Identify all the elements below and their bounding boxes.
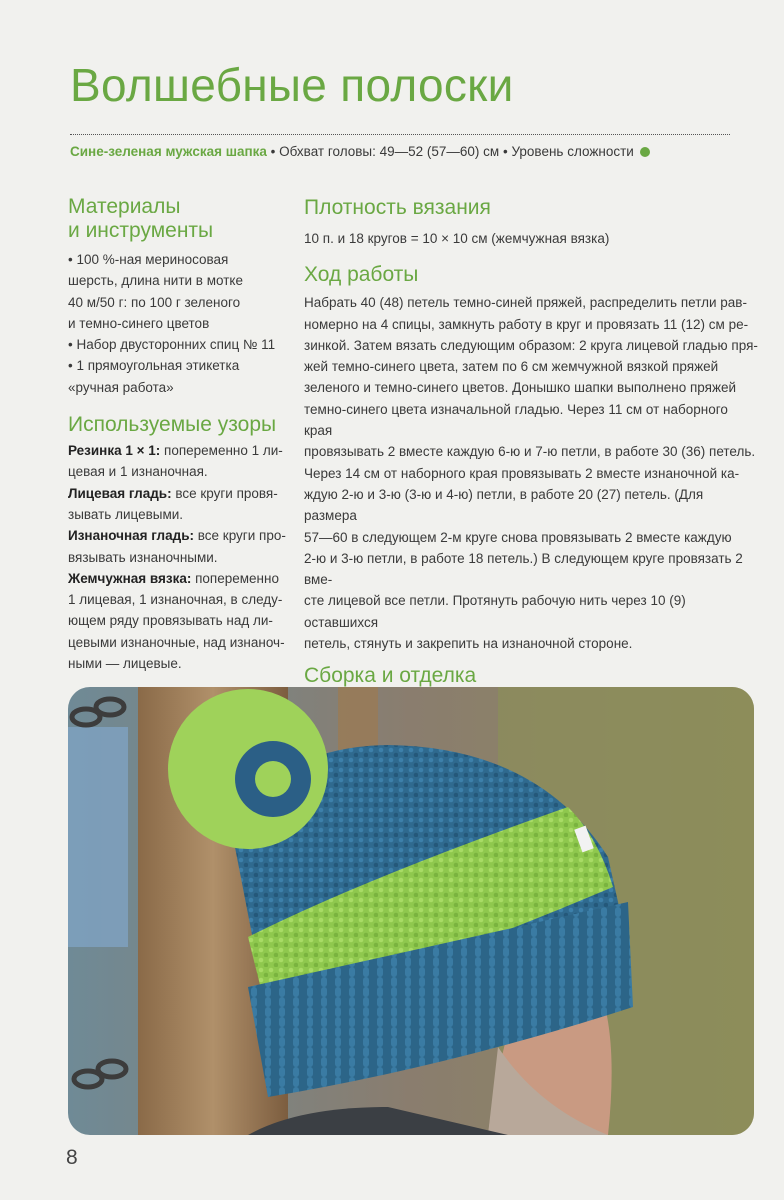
pattern-item — [68, 525, 290, 568]
assembly-heading: Сборка и отделка — [304, 664, 477, 688]
pattern-item — [68, 483, 290, 526]
text-line: зеленого и темно-синего цветов. Донышко шапки выполнено пряжей — [304, 380, 737, 396]
pattern-term: Лицевая гладь: — [68, 485, 172, 501]
pattern-text: ными — лицевые. — [68, 656, 182, 672]
text-line: жей темно-синего цвета, затем по 6 см жемчужной вязкой пряжей — [304, 359, 719, 375]
list-item: и темно-синего цветов — [68, 315, 210, 331]
list-item: шерсть, длина нити в мотке — [68, 273, 243, 289]
patterns-heading: Используемые узоры — [68, 413, 277, 437]
page-number: 8 — [66, 1146, 78, 1169]
difficulty-label: • Уровень сложности — [502, 144, 634, 159]
density-text: 10 п. и 18 кругов = 10 × 10 см (жемчужная вязка) — [304, 231, 610, 246]
process-text — [304, 292, 759, 654]
pattern-text: все круги провя- — [171, 485, 278, 501]
materials-heading — [68, 195, 290, 243]
pattern-term: Изнаночная гладь: — [68, 528, 195, 544]
text-line: Набрать 40 (48) петель темно-синей пряжей, распределить петли рав- — [304, 295, 747, 311]
text-line: зинкой. Затем вязать следующим образом: 2 круга лицевой гладью пря- — [304, 337, 758, 353]
materials-heading-line1: Материалы — [68, 195, 181, 218]
materials-list — [68, 249, 290, 398]
pattern-text: цевыми изнаночные, над изнаноч- — [68, 634, 285, 650]
pattern-text: все круги про- — [194, 528, 286, 544]
hat-name: Сине-зеленая мужская шапка — [70, 144, 267, 159]
text-line: 57—60 в следующем 2-м круге снова провязывать 2 вместе каждую — [304, 529, 732, 545]
pattern-text: цевая и 1 изнаночная. — [68, 464, 208, 480]
text-line: номерно на 4 спицы, замкнуть работу в круг и провязать 11 (12) см ре- — [304, 316, 749, 332]
list-item: • Набор двусторонних спиц № 11 — [68, 337, 276, 353]
list-item: • 100 %-ная мериносовая — [68, 252, 229, 267]
text-line: ждую 2-ю и 3-ю (3-ю и 4-ю) петли, в работе 20 (27) петель. (Для размера — [304, 486, 704, 524]
pattern-item — [68, 568, 290, 674]
pattern-item — [68, 440, 290, 483]
page-title: Волшебные полоски — [70, 59, 514, 111]
pattern-text: 1 лицевая, 1 изнаночная, в следу- — [68, 592, 283, 608]
text-line: темно-синего цвета изначальной гладью. Через 11 см от наборного края — [304, 401, 728, 439]
patterns-section — [68, 413, 290, 674]
list-item: 40 м/50 г: по 100 г зеленого — [68, 294, 241, 310]
pattern-text: зывать лицевыми. — [68, 506, 184, 522]
title-divider — [70, 134, 730, 135]
pattern-text: вязывать изнаночными. — [68, 549, 218, 565]
density-heading: Плотность вязания — [304, 196, 491, 219]
process-heading: Ход работы — [304, 263, 419, 287]
text-line: петель, стянуть и закрепить на изнаночной стороне. — [304, 636, 633, 652]
pattern-term: Жемчужная вязка: — [68, 570, 192, 586]
materials-heading-line2: и инструменты — [68, 219, 214, 242]
difficulty-dot-icon — [640, 147, 650, 157]
subtitle-line — [70, 144, 770, 159]
text-line: провязывать 2 вместе каждую 6-ю и 7-ю петли, в работе 30 (36) петель. — [304, 444, 756, 460]
text-line: Через 14 см от наборного края провязывать 2 вместе изнаночной ка- — [304, 465, 740, 481]
left-column — [68, 195, 290, 674]
right-column — [304, 196, 759, 754]
list-item: • 1 прямоугольная этикетка — [68, 358, 240, 374]
head-size: • Обхват головы: 49—52 (57—60) см — [270, 144, 500, 159]
list-item: «ручная работа» — [68, 379, 174, 395]
hat-photo — [68, 687, 754, 1135]
text-line: сте лицевой все петли. Протянуть рабочую нить через 10 (9) оставшихся — [304, 593, 686, 630]
pattern-text: попеременно 1 ли- — [160, 443, 283, 459]
pattern-text: попеременно — [191, 570, 279, 586]
pattern-term: Резинка 1 × 1: — [68, 443, 161, 459]
text-line: 2-ю и 3-ю петли, в работе 18 петель.) В следующем круге провязать 2 вме- — [304, 550, 743, 588]
pattern-text: ющем ряду провязывать над ли- — [68, 613, 273, 629]
